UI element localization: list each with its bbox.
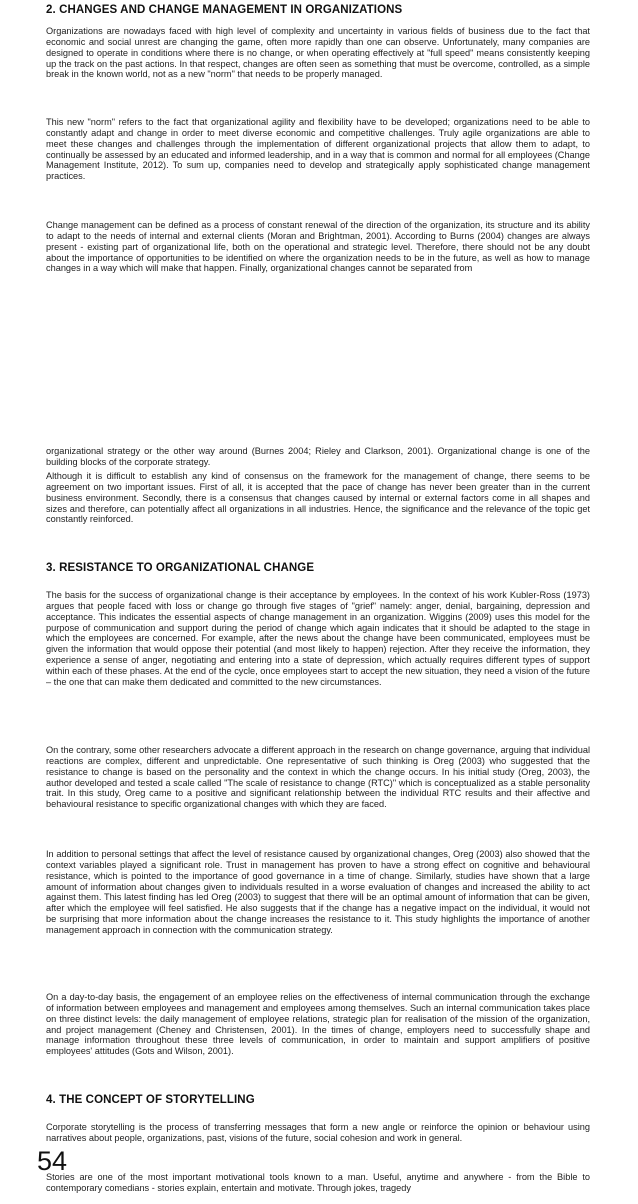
- section-2-paragraph-4: organizational strategy or the other way around (Burnes 2004; Rieley and Clarkson, 2001). Organizational change is one of the building blocks of the corporate strategy.: [46, 446, 590, 467]
- section-4-paragraph-2: Stories are one of the most important motivational tools known to a man. Useful, anytime and anywhere - from the Bible to contemporary comedians - stories explain, entertain and motivate. Through jokes, tragedy: [46, 1172, 590, 1193]
- section-3-paragraph-4: On a day-to-day basis, the engagement of an employee relies on the effectiveness of internal communication through the exchange of information between employees and management and employees among themselves. Such an internal communication takes place on three distinct levels: the daily management of employee relations, strategic plan for realisation of the mission of the organization, and project management (Cheney and Christensen, 2001). In the times of change, employers need to successfully shape and manage information throughout these three levels of communication, in order to maintain and support amplifiers of positive employees' attitudes (Gots and Wilson, 2001).: [46, 992, 590, 1057]
- section-4-heading: 4. THE CONCEPT OF STORYTELLING: [46, 1094, 255, 1106]
- section-2-paragraph-1: Organizations are nowadays faced with high level of complexity and uncertainty in various fields of business due to the fact that economic and social unrest are changing the game, often more rapidly than one can observe. Unfortunately, many companies are designed to operate in conditions where there is no change, or when operating effectively at "full speed" means consistently keeping up the track on the past actions. In that respect, changes are often seen as something that must be overcome, controlled, as a simple break in the known world, not as a new "norm" that needs to be properly managed.: [46, 26, 590, 80]
- section-2-paragraph-3: Change management can be defined as a process of constant renewal of the direction of the organization, its structure and its ability to adapt to the needs of internal and external clients (Moran and Brightman, 2001). According to Burns (2004) changes are always present - existing part of organizational life, both on the operational and strategic level. Therefore, there should not be any doubt about the importance of opportunities to be identified on where the organization needs to be in the future, as well as how to manage changes in a way which will make that happen. Finally, organizational changes cannot be separated from: [46, 220, 590, 274]
- section-2-paragraph-2: This new "norm" refers to the fact that organizational agility and flexibility have to be developed; organizations need to be able to constantly adapt and change in order to meet diverse economic and competitive challenges. Truly agile organizations are able to meet these changes and challenges through the implementation of different organizational projects that allow them to adapt, to continually be assessed by an educated and informed leadership, and in a way that is common and normal for all employees (Change Management Institute, 2012). To sum up, companies need to develop and strategically apply sophisticated change management practices.: [46, 117, 590, 182]
- section-3-heading: 3. RESISTANCE TO ORGANIZATIONAL CHANGE: [46, 562, 315, 574]
- section-2-heading: 2. CHANGES AND CHANGE MANAGEMENT IN ORGANIZATIONS: [46, 4, 403, 16]
- section-3-paragraph-1: The basis for the success of organizational change is their acceptance by employees. In the context of his work Kubler-Ross (1973) argues that people faced with loss or change go through five stages of "grief" namely: anger, denial, bargaining, depression and acceptance. This indicates the essential aspects of change management in an organization. Wiggins (2009) uses this model for the purpose of communication and support during the period of change which again indicates that it should be adapted to the stage in which the employees are concerned. For example, after the news about the change have been communicated, employees must be given the information that would oppose their potential (and most likely to happen) rejection. After they receive the information, they experience a sense of anger, negotiating and entering into a state of depression, which actually requires different types of support within each of these phases. At the end of the cycle, once employees start to accept the new situation, they need a vision of the future – the one that can make them dedicated and committed to the new circumstances.: [46, 590, 590, 687]
- section-4-paragraph-1: Corporate storytelling is the process of transferring messages that form a new angle or reinforce the opinion or behaviour using narratives about people, organizations, past, visions of the future, social cohesion and work in general.: [46, 1122, 590, 1143]
- section-2-paragraph-5: Although it is difficult to establish any kind of consensus on the framework for the management of change, there seems to be agreement on two important issues. First of all, it is accepted that the pace of change has never been greater than in the current business environment. Secondly, there is a consensus that changes caused by internal or external factors come in all shapes and sizes and therefore, can potentially affect all organizations in all industries. Hence, the significance and the relevance of the topic get constantly reinforced.: [46, 471, 590, 525]
- section-3-paragraph-2: On the contrary, some other researchers advocate a different approach in the research on change governance, arguing that individual reactions are complex, different and unpredictable. One representative of such thinking is Oreg (2003) who suggested that the resistance to change is based on the personality and the context in which the change occurs. In his initial study (Oreg, 2003), the author developed and tested a scale called "The scale of resistance to change (RTC)" which is conceptualized as a stable personality trait. In this study, Oreg came to a positive and significant relationship between the individual RTC results and their affective and behavioural resistance to specific organizational changes with which they are faced.: [46, 745, 590, 810]
- page-number: 54: [37, 1146, 68, 1176]
- section-3-paragraph-3: In addition to personal settings that affect the level of resistance caused by organizational changes, Oreg (2003) also showed that the context variables played a significant role. Trust in management has proven to have a strong effect on cognitive and behavioural resistance, which is pointed to the importance of good governance in a time of change. Similarly, studies have shown that a large amount of information about changes given to individuals resulted in a worse evaluation of changes and increased the ability to act against them. This latest finding has led Oreg (2003) to suggest that there will be an optimal amount of information that can be given, after which the employee will feel satisfied. He also suggests that if the change has a negative impact on the individual, it would not be surprising that more information about the change increases the resistance to it. This study highlights the importance of another management approach in connection with the communication strategy.: [46, 849, 590, 935]
- page-break-gap: [0, 300, 638, 442]
